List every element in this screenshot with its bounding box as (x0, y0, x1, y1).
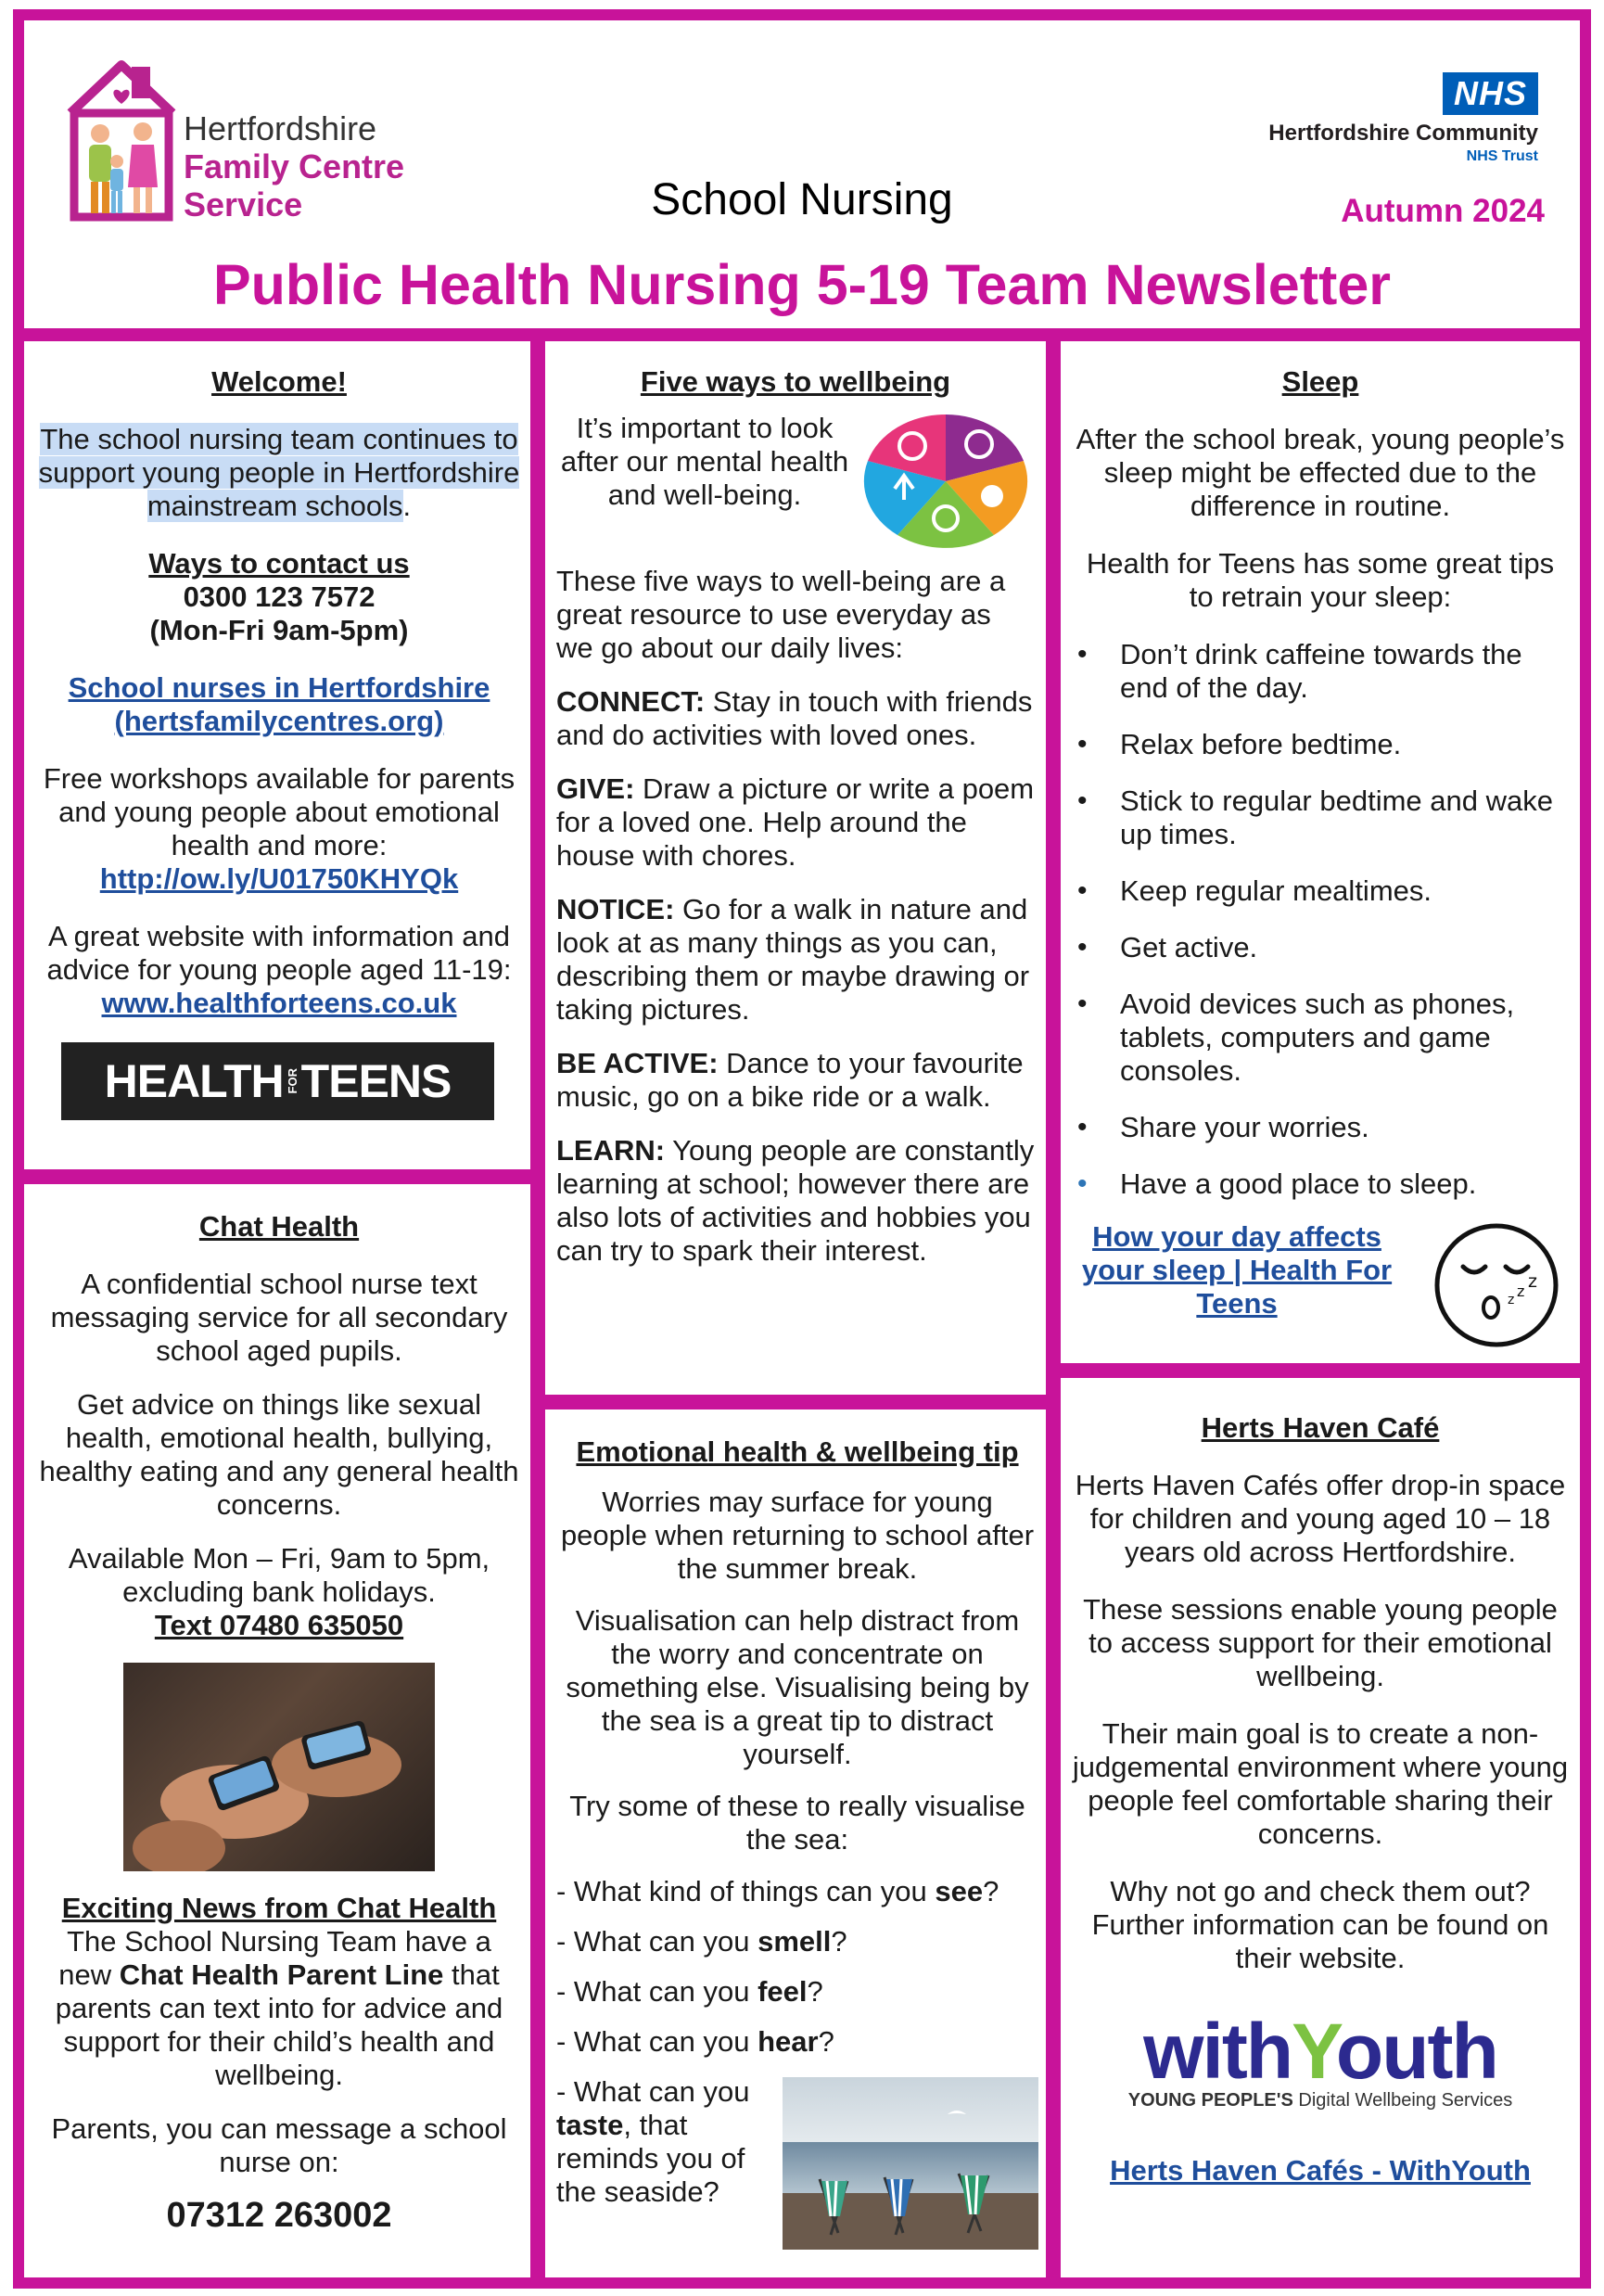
five-ways-connect (556, 685, 1035, 752)
question-smell (556, 1925, 1038, 1958)
healthforteens-link[interactable]: www.healthforteens.co.uk (101, 987, 457, 1019)
phones-photo (123, 1663, 435, 1871)
sleep-tip: • Have a good place to sleep. (1072, 1167, 1569, 1201)
five-ways-intro-row (556, 412, 1035, 555)
chat-health-news (37, 1925, 521, 2092)
emotional-health-title: Emotional health & wellbeing tip (576, 1435, 1019, 1468)
welcome-intro (37, 423, 521, 523)
logo-tag-young-peoples: YOUNG PEOPLE'S (1127, 2090, 1293, 2111)
school-nurses-link-line2[interactable]: (hertsfamilycentres.org) (114, 705, 444, 737)
news-parent-line: Chat Health Parent Line (119, 1958, 444, 1991)
question-see-post: ? (983, 1875, 999, 1907)
chat-health-panel (24, 1184, 530, 2277)
be-active-text: Dance to your favourite music, go on a bike ride or a walk. (556, 1047, 1024, 1113)
seaside-deckchairs-photo (783, 2077, 1038, 2254)
emotional-try-these: Try some of these to really visualise the sea: (569, 1790, 1025, 1856)
sleep-tip: • Get active. (1072, 931, 1569, 964)
herts-haven-panel (1061, 1378, 1580, 2277)
sleeping-face-icon (1430, 1218, 1569, 1353)
website-text: A great website with information and advice for young people aged 11-19: (46, 920, 512, 986)
workshops-text: Free workshops available for parents and young people about emotional health and more: (43, 762, 516, 861)
question-taste-bold: taste (556, 2109, 624, 2141)
herts-haven-sessions: These sessions enable young people to access support for their emotional wellbeing. (1083, 1593, 1558, 1692)
health-for-teens-logo (61, 1042, 494, 1120)
herts-haven-goal: Their main goal is to create a non-judgemental environment where young people feel comfortable sharing their concerns. (1072, 1717, 1569, 1850)
question-hear (556, 2025, 1038, 2059)
parent-line-number: 07312 263002 (166, 2196, 392, 2235)
chat-health-intro: A confidential school nurse text messaging service for all secondary school aged pupils. (50, 1268, 508, 1367)
herts-haven-title: Herts Haven Café (1201, 1411, 1440, 1444)
herts-haven-intro: Herts Haven Cafés offer drop-in space for children and young aged 10 – 18 years old across Hertfordshire. (1075, 1469, 1566, 1568)
question-see-pre: - What kind of things can you (556, 1875, 936, 1907)
five-ways-give (556, 772, 1035, 873)
five-ways-wheel-icon (860, 412, 1031, 555)
nhs-trust-label: NHS Trust (1466, 148, 1538, 164)
question-taste-post: , that reminds you of the seaside? (556, 2109, 745, 2208)
logo-teens: TEENS (300, 1055, 452, 1107)
sleep-tip: • Stick to regular bedtime and wake up times. (1072, 784, 1569, 851)
sleep-panel (1061, 341, 1580, 1363)
chat-health-advice: Get advice on things like sexual health, emotional health, bullying, healthy eating and any general health concerns. (39, 1388, 519, 1521)
herts-haven-link[interactable]: Herts Haven Cafés - WithYouth (1110, 2154, 1531, 2187)
emotional-worries: Worries may surface for young people when returning to school after the summer break. (560, 1486, 1035, 1585)
sleep-intro: After the school break, young people’s sleep might be effected due to the difference in routine. (1076, 423, 1565, 522)
withyouth-logo (1070, 2008, 1571, 2111)
edition-season: Autumn 2024 (1341, 193, 1545, 229)
notice-text: Go for a walk in nature and look at as many things as you can, describing them or maybe drawing or taking pictures. (556, 893, 1030, 1026)
chat-health-news-title: Exciting News from Chat Health (61, 1892, 497, 1924)
five-ways-notice (556, 893, 1035, 1027)
contact-hours: (Mon-Fri 9am-5pm) (149, 614, 409, 646)
question-feel-pre: - What can you (556, 1975, 758, 2008)
welcome-title: Welcome! (211, 365, 347, 398)
logo-with: with (1143, 2008, 1292, 2095)
be-active-label: BE ACTIVE: (556, 1047, 719, 1079)
question-taste (556, 2075, 777, 2209)
emotional-health-panel (545, 1409, 1046, 2277)
contact-phone: 0300 123 7572 (183, 580, 376, 613)
connect-label: CONNECT: (556, 685, 706, 718)
five-ways-be-active (556, 1047, 1035, 1114)
sleep-tips-intro: Health for Teens has some great tips to retrain your sleep: (1086, 547, 1555, 613)
sleep-tip: • Don’t drink caffeine towards the end of the day. (1072, 638, 1569, 705)
nhs-badge: NHS (1443, 72, 1538, 115)
svg-text:z: z (1528, 1271, 1537, 1292)
give-text: Draw a picture or write a poem for a loved one. Help around the house with chores. (556, 772, 1035, 872)
question-smell-bold: smell (757, 1925, 832, 1958)
learn-label: LEARN: (556, 1134, 666, 1167)
sleep-link-row (1072, 1220, 1569, 1353)
news-pre: The School Nursing Team have a new (58, 1925, 491, 1991)
sleep-tip: • Relax before bedtime. (1072, 728, 1569, 761)
question-feel-post: ? (807, 1975, 823, 2008)
nhs-org-name: Hertfordshire Community (1268, 121, 1538, 146)
header (24, 20, 1580, 328)
logo-tag-digital: Digital Wellbeing Services (1292, 2090, 1513, 2111)
question-hear-bold: hear (757, 2025, 819, 2058)
notice-label: NOTICE: (556, 893, 675, 925)
logo-for: FOR (285, 1068, 299, 1094)
sleep-tip: • Share your worries. (1072, 1111, 1569, 1144)
question-see (556, 1875, 1038, 1908)
question-hear-pre: - What can you (556, 2025, 758, 2058)
logo-youth: Youth (1292, 2008, 1497, 2095)
question-see-bold: see (935, 1875, 984, 1907)
question-feel-bold: feel (757, 1975, 808, 2008)
question-feel (556, 1975, 1038, 2009)
logo-line-1: Hertfordshire (184, 109, 377, 147)
withyouth-tagline (1070, 2090, 1571, 2111)
question-taste-pre: - What can you (556, 2075, 750, 2108)
news-post: that parents can text into for advice and support for their child’s health and wellbeing. (55, 1958, 503, 2091)
emotional-visualisation: Visualisation can help distract from the worry and concentrate on something else. Visualising being by the sea is a great tip to distract yourself. (566, 1604, 1029, 1770)
connect-text: Stay in touch with friends and do activities with loved ones. (556, 685, 1033, 751)
five-ways-title: Five ways to wellbeing (640, 365, 951, 398)
five-ways-learn (556, 1134, 1035, 1268)
contact-title: Ways to contact us (148, 547, 410, 580)
sleep-article-link[interactable]: How your day affects your sleep | Health For Teens (1081, 1220, 1393, 1320)
question-taste-row (556, 2075, 1038, 2254)
chat-health-hours: Available Mon – Fri, 9am to 5pm, excluding bank holidays. (68, 1542, 490, 1608)
nhs-logo (1268, 72, 1538, 165)
five-ways-intro: It’s important to look after our mental health and well-being. (560, 412, 849, 511)
sleep-tip: • Keep regular mealtimes. (1072, 874, 1569, 908)
chat-health-title: Chat Health (198, 1210, 360, 1243)
sleep-tip: • Avoid devices such as phones, tablets, computers and game consoles. (1072, 988, 1569, 1088)
herts-haven-check: Why not go and check them out? Further information can be found on their website. (1091, 1875, 1549, 1974)
question-hear-post: ? (818, 2025, 834, 2058)
give-label: GIVE: (556, 772, 635, 805)
question-smell-pre: - What can you (556, 1925, 758, 1958)
question-smell-post: ? (831, 1925, 847, 1958)
welcome-intro-end: . (402, 490, 412, 522)
welcome-intro-highlight: The school nursing team continues to support young people in Hertfordshire mainstream schools (38, 423, 520, 522)
newsletter-page (13, 9, 1591, 2289)
school-nurses-link-line1[interactable]: School nurses in Hertfordshire (68, 671, 490, 704)
school-nurses-link[interactable] (37, 671, 521, 738)
svg-text:z: z (1517, 1282, 1525, 1300)
header-subtitle: School Nursing (651, 175, 953, 224)
five-ways-panel (545, 341, 1046, 1395)
chat-health-text-number: Text 07480 635050 (154, 1609, 404, 1641)
sleep-tips-list (1072, 638, 1569, 1201)
five-ways-description: These five ways to well-being are a great resource to use everyday as we go about our daily lives: (556, 565, 1006, 664)
svg-text:z: z (1508, 1293, 1515, 1307)
logo-line-3: Service (184, 185, 303, 223)
logo-line-2: Family Centre (184, 147, 405, 185)
sleep-title: Sleep (1281, 365, 1359, 398)
learn-text: Young people are constantly learning at school; however there are also lots of activities and hobbies you can try to spark their interest. (556, 1134, 1035, 1267)
parents-message-text: Parents, you can message a school nurse on: (51, 2112, 507, 2178)
welcome-panel (24, 341, 530, 1169)
workshops-link[interactable]: http://ow.ly/U01750KHYQk (99, 862, 459, 895)
newsletter-title: Public Health Nursing 5-19 Team Newsletter (212, 253, 1392, 316)
logo-health: HEALTH (104, 1055, 284, 1107)
